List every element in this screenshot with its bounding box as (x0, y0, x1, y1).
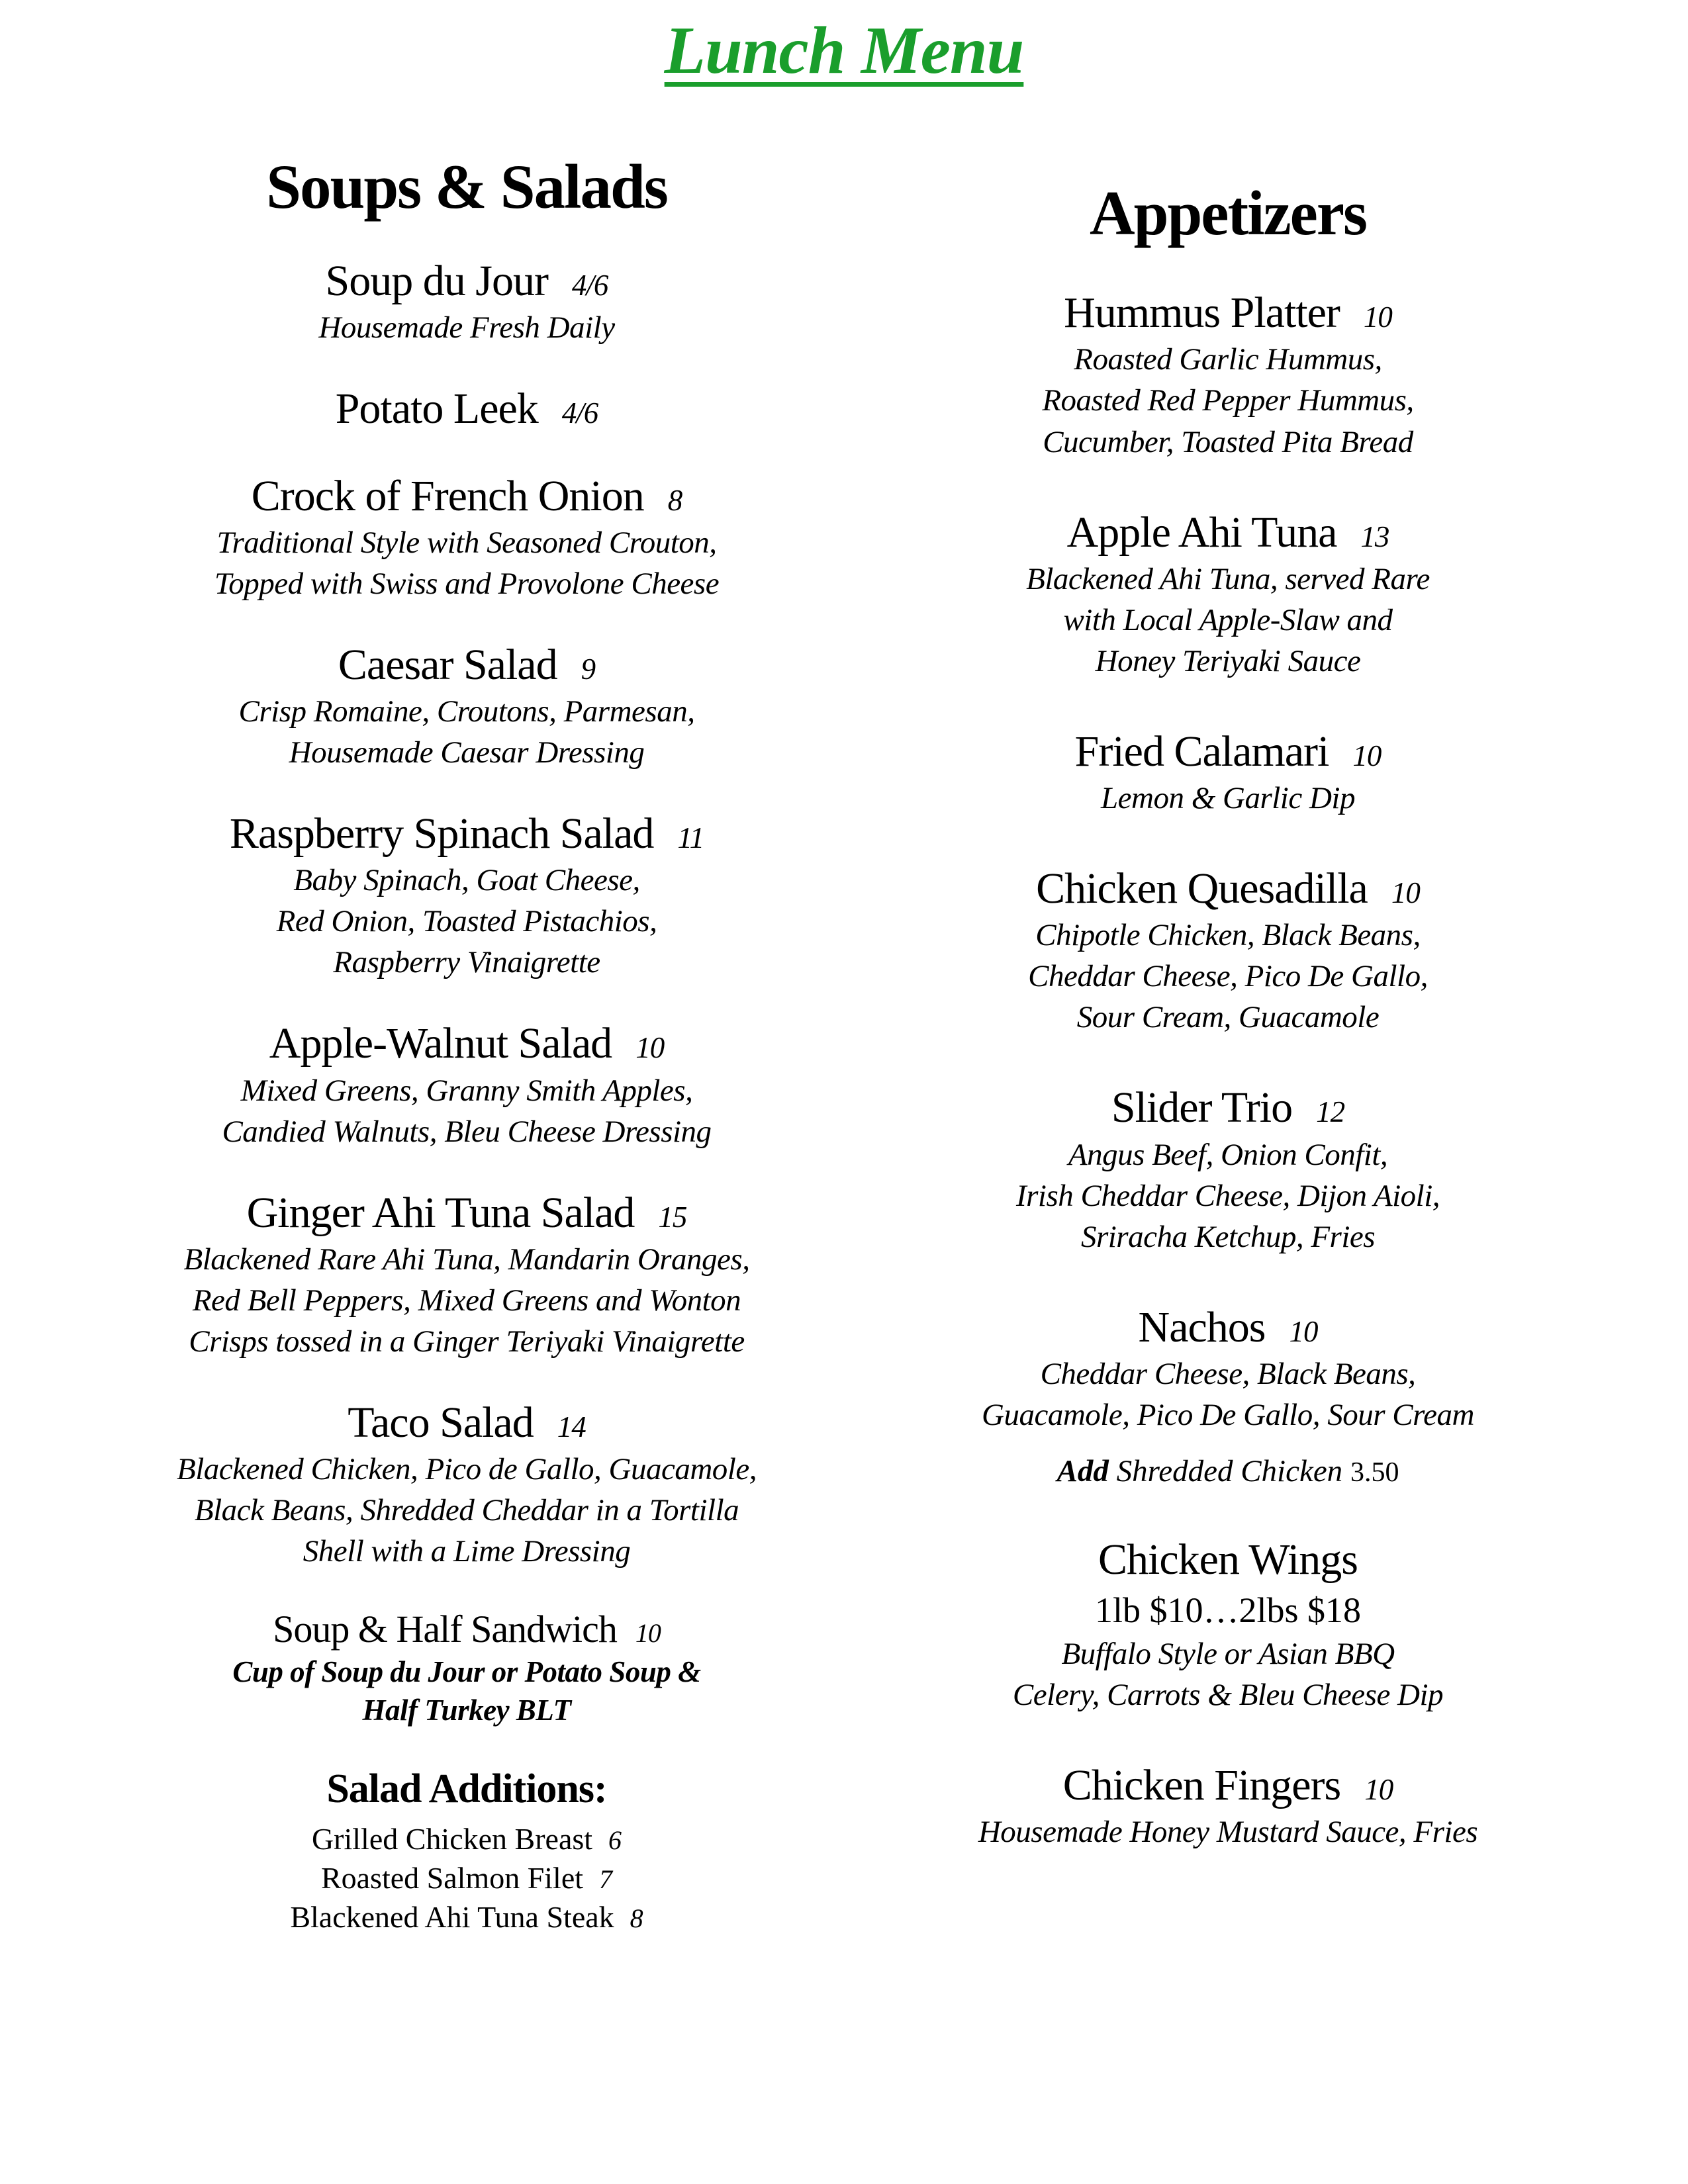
item-description-line: Shell with a Lime Dressing (303, 1534, 631, 1569)
item-description-line: Lemon & Garlic Dip (1101, 781, 1355, 815)
item-description-line: Roasted Garlic Hummus, (1074, 342, 1382, 377)
menu-item-chicken-quesadilla (907, 862, 1549, 1038)
item-pricing-subtitle: 1lb $10…2lbs $18 (1094, 1590, 1362, 1631)
item-description-line: Traditional Style with Seasoned Crouton, (216, 525, 717, 560)
item-name: Fried Calamari (1074, 727, 1329, 776)
item-description-line: Cup of Soup du Jour or Potato Soup & (232, 1655, 701, 1688)
addition-price: 8 (630, 1903, 643, 1933)
item-name: Caesar Salad (338, 640, 557, 689)
item-description-line: Blackened Ahi Tuna, served Rare (1026, 561, 1430, 596)
addition-row-grilled-chicken-breast (73, 1820, 861, 1859)
addon-price: 3.50 (1350, 1457, 1399, 1488)
item-name: Soup & Half Sandwich (273, 1608, 617, 1651)
item-name: Crock of French Onion (251, 471, 644, 520)
menu-item-nachos (907, 1301, 1549, 1490)
menu-item-caesar-salad (73, 639, 861, 773)
page-title-text: Lunch Menu (664, 13, 1024, 88)
item-description-line: Housemade Fresh Daily (318, 310, 615, 345)
item-price: 10 (1352, 739, 1382, 772)
item-description-line: Sriracha Ketchup, Fries (1080, 1219, 1376, 1254)
item-name: Soup du Jour (325, 257, 548, 306)
item-description-line: Angus Beef, Onion Confit, (1068, 1137, 1388, 1172)
item-description-line: Blackened Rare Ahi Tuna, Mandarin Oranges, (183, 1242, 750, 1277)
item-price: 13 (1360, 520, 1389, 553)
item-description-line: Buffalo Style or Asian BBQ (1061, 1636, 1395, 1671)
menu-item-raspberry-spinach-salad (73, 807, 861, 983)
item-description-line: Celery, Carrots & Bleu Cheese Dip (1012, 1677, 1444, 1712)
menu-item-slider-trio (907, 1081, 1549, 1257)
item-description-line: Cheddar Cheese, Black Beans, (1040, 1356, 1416, 1391)
item-price: 9 (581, 652, 596, 686)
menu-item-chicken-wings (907, 1533, 1549, 1715)
item-name: Apple Ahi Tuna (1066, 508, 1337, 557)
item-price: 10 (1391, 876, 1420, 910)
menu-item-taco-salad (73, 1396, 861, 1572)
addon-text: Shredded Chicken (1116, 1453, 1343, 1488)
item-description-line: Sour Cream, Guacamole (1076, 1000, 1380, 1035)
item-description-line: Candied Walnuts, Bleu Cheese Dressing (222, 1114, 712, 1149)
item-name: Ginger Ahi Tuna Salad (246, 1188, 635, 1237)
item-price: 4/6 (571, 269, 608, 302)
menu-item-apple-ahi-tuna (907, 506, 1549, 682)
item-description-line: Cucumber, Toasted Pita Bread (1043, 424, 1413, 459)
item-price: 10 (1363, 300, 1392, 334)
item-description-line: Guacamole, Pico De Gallo, Sour Cream (982, 1397, 1474, 1432)
addition-name: Blackened Ahi Tuna Steak (290, 1899, 614, 1934)
item-name: Hummus Platter (1064, 289, 1340, 338)
menu-item-soup-du-jour (73, 255, 861, 348)
item-description-line: Half Turkey BLT (362, 1694, 571, 1727)
item-price: 10 (635, 1031, 665, 1065)
item-description-line: Raspberry Vinaigrette (333, 945, 600, 980)
addition-name: Grilled Chicken Breast (311, 1822, 593, 1856)
menu-item-ginger-ahi-tuna-salad (73, 1187, 861, 1362)
item-description-line: Blackened Chicken, Pico de Gallo, Guacamole, (177, 1452, 757, 1487)
addition-price: 7 (599, 1864, 613, 1895)
addition-price: 6 (608, 1825, 622, 1856)
item-name: Raspberry Spinach Salad (229, 809, 654, 858)
item-price: 10 (635, 1618, 661, 1649)
item-name: Slider Trio (1111, 1083, 1293, 1132)
item-description-line: with Local Apple-Slaw and (1063, 602, 1393, 637)
item-description-line: Honey Teriyaki Sauce (1095, 643, 1361, 678)
section-heading-appetizers: Appetizers (1090, 178, 1366, 248)
menu-item-crock-of-french-onion (73, 470, 861, 604)
addition-name: Roasted Salmon Filet (320, 1861, 584, 1895)
item-name: Chicken Wings (1098, 1535, 1358, 1584)
page-title (0, 12, 1688, 89)
item-description-line: Topped with Swiss and Provolone Cheese (214, 566, 720, 601)
menu-item-fried-calamari (907, 725, 1549, 819)
item-price: 15 (658, 1200, 687, 1234)
menu-item-potato-leek (73, 383, 861, 435)
menu-item-apple-walnut-salad (73, 1017, 861, 1152)
item-price: 11 (677, 821, 704, 855)
item-description-line: Black Beans, Shredded Cheddar in a Tortilla (194, 1493, 739, 1528)
appetizers-column (907, 177, 1549, 1896)
item-description-line: Irish Cheddar Cheese, Dijon Aioli, (1015, 1178, 1440, 1213)
item-price: 4/6 (561, 396, 598, 430)
addition-row-roasted-salmon-filet (73, 1859, 861, 1898)
item-description-line: Crisp Romaine, Croutons, Parmesan, (238, 694, 695, 729)
item-description-line: Roasted Red Pepper Hummus, (1042, 383, 1414, 418)
item-name: Taco Salad (348, 1398, 534, 1447)
item-description-line: Housemade Caesar Dressing (289, 735, 645, 770)
item-description-line: Housemade Honey Mustard Sauce, Fries (978, 1815, 1478, 1850)
item-name: Potato Leek (335, 385, 538, 433)
addon-label: Add (1056, 1453, 1109, 1488)
addition-row-blackened-ahi-tuna-steak (73, 1898, 861, 1937)
item-description-line: Red Onion, Toasted Pistachios, (276, 904, 657, 939)
item-description-line: Mixed Greens, Granny Smith Apples, (240, 1073, 693, 1108)
section-heading-soups-salads: Soups & Salads (266, 152, 667, 222)
nachos-addon-line (907, 1453, 1549, 1490)
salad-additions-block (73, 1764, 861, 1937)
item-price: 8 (667, 483, 682, 517)
item-price: 12 (1316, 1095, 1345, 1129)
item-description-line: Red Bell Peppers, Mixed Greens and Wonton (192, 1283, 741, 1318)
menu-item-soup-and-half-sandwich (73, 1606, 861, 1730)
menu-item-chicken-fingers (907, 1759, 1549, 1852)
soups-salads-column (73, 151, 861, 1937)
item-description-line: Chipotle Chicken, Black Beans, (1035, 918, 1421, 953)
item-name: Chicken Fingers (1062, 1760, 1341, 1809)
item-name: Nachos (1138, 1302, 1266, 1351)
item-price: 10 (1289, 1314, 1318, 1348)
item-description-line: Cheddar Cheese, Pico De Gallo, (1028, 959, 1428, 994)
item-name: Chicken Quesadilla (1036, 864, 1368, 913)
menu-item-hummus-platter (907, 287, 1549, 462)
item-name: Apple-Walnut Salad (269, 1019, 612, 1068)
item-price: 10 (1364, 1772, 1393, 1806)
item-price: 14 (557, 1410, 586, 1443)
salad-additions-heading: Salad Additions: (326, 1766, 607, 1811)
item-description-line: Baby Spinach, Goat Cheese, (293, 863, 640, 898)
item-description-line: Crisps tossed in a Ginger Teriyaki Vinaigrette (189, 1324, 745, 1359)
